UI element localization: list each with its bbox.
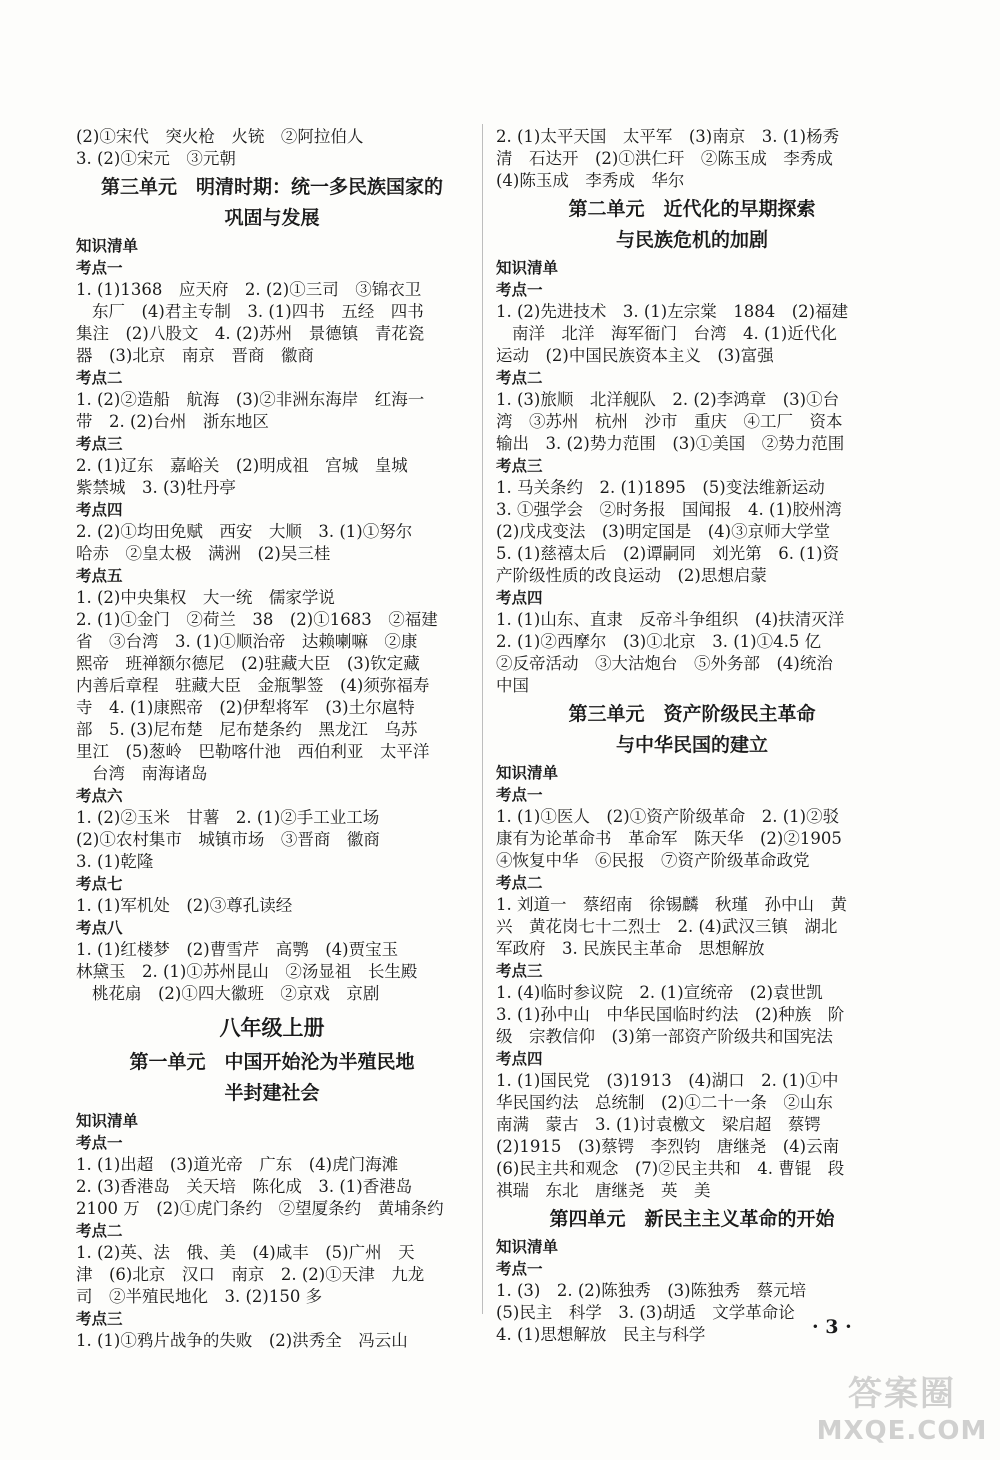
- answer-line: 2. (1)太平天国 太平军 (3)南京 3. (1)杨秀: [496, 127, 840, 146]
- answer-line: 津 (6)北京 汉口 南京 2. (2)①天津 九龙: [76, 1265, 425, 1284]
- answer-line: 1. (1)①鸦片战争的失败 (2)洪秀全 冯云山: [76, 1331, 408, 1350]
- kaodian-heading: 考点三: [76, 435, 123, 453]
- answer-line: 熙帝 班禅额尔德尼 (2)驻藏大臣 (3)钦定藏: [76, 654, 420, 673]
- answer-line: 华民国约法 总统制 (2)①二十一条 ②山东: [496, 1093, 833, 1112]
- answer-line: 祺瑞 东北 唐继尧 英 美: [496, 1181, 711, 1200]
- answer-line: 哈赤 ②皇太极 满洲 (2)吴三桂: [76, 544, 331, 563]
- answer-line: 桃花扇 (2)①四大徽班 ②京戏 京剧: [92, 984, 380, 1003]
- answer-line: 兴 黄花岗七十二烈士 2. (4)武汉三镇 湖北: [496, 917, 838, 936]
- answer-line: 清 石达开 (2)①洪仁玕 ②陈玉成 李秀成: [496, 149, 833, 168]
- answer-line: 运动 (2)中国民族资本主义 (3)富强: [496, 346, 774, 365]
- answer-line: 1. 马关条约 2. (1)1895 (5)变法维新运动: [496, 478, 825, 497]
- kaodian-heading: 考点二: [496, 874, 543, 892]
- kaodian-heading: 考点三: [76, 1310, 123, 1328]
- kaodian-heading: 考点三: [496, 457, 543, 475]
- answer-line: 2. (1)辽东 嘉峪关 (2)明成祖 宫城 皇城: [76, 456, 408, 475]
- answer-line: 3. (1)孙中山 中华民国临时约法 (2)种族 阶: [496, 1005, 845, 1024]
- answer-line: 里江 (5)葱岭 巴勒喀什池 西伯利亚 太平洋: [76, 742, 430, 761]
- left-column: [76, 126, 468, 1352]
- answer-line: (4)陈玉成 李秀成 华尔: [496, 171, 685, 190]
- answer-line: 军政府 3. 民族民主革命 思想解放: [496, 939, 765, 958]
- kaodian-heading: 考点三: [496, 962, 543, 980]
- section-heading: 知识清单: [76, 1112, 139, 1130]
- answer-line: 输出 3. (2)势力范围 (3)①美国 ②势力范围: [496, 434, 845, 453]
- answer-line: 内善后章程 驻藏大臣 金瓶掣签 (4)须弥福寿: [76, 676, 430, 695]
- answer-line: 南洋 北洋 海军衙门 台湾 4. (1)近代化: [512, 324, 837, 343]
- section-heading: 知识清单: [496, 1238, 559, 1256]
- answer-line: 3. (1)乾隆: [76, 852, 154, 871]
- answer-line: 2. (3)香港岛 关天培 陈化成 3. (1)香港岛: [76, 1177, 413, 1196]
- unit-heading: 巩固与发展: [224, 207, 320, 229]
- kaodian-heading: 考点一: [76, 259, 123, 277]
- kaodian-heading: 考点二: [496, 369, 543, 387]
- answer-line: 林黛玉 2. (1)①苏州昆山 ②汤显祖 长生殿: [76, 962, 418, 981]
- answer-line: (2)①宋代 突火枪 火铳 ②阿拉伯人: [76, 127, 364, 146]
- answer-line: (6)民主共和观念 (7)②民主共和 4. 曹锟 段: [496, 1159, 845, 1178]
- answer-line: 1. (1)国民党 (3)1913 (4)湖口 2. (1)①中: [496, 1071, 839, 1090]
- answer-line: 1. (1)1368 应天府 2. (2)①三司 ③锦衣卫: [76, 280, 422, 299]
- answer-line: 2. (1)②西摩尔 (3)①北京 3. (1)①4.5 亿: [496, 632, 822, 651]
- unit-heading: 第一单元 中国开始沦为半殖民地: [129, 1051, 415, 1073]
- answer-line: (2)1915 (3)蔡锷 李烈钧 唐继尧 (4)云南: [496, 1137, 840, 1156]
- kaodian-heading: 考点二: [76, 1222, 123, 1240]
- answer-line: 1. (1)军机处 (2)③尊孔读经: [76, 896, 293, 915]
- kaodian-heading: 考点五: [76, 567, 123, 585]
- answer-line: 1. (2)中央集权 大一统 儒家学说: [76, 588, 335, 607]
- answer-line: ②反帝活动 ③大沽炮台 ⑤外务部 (4)统治: [496, 654, 833, 673]
- answer-line: 1. (3) 2. (2)陈独秀 (3)陈独秀 蔡元培: [496, 1281, 807, 1300]
- answer-line: 带 2. (2)台州 浙东地区: [76, 412, 269, 431]
- answer-line: 1. (3)旅顺 北洋舰队 2. (2)李鸿章 (3)①台: [496, 390, 840, 409]
- kaodian-heading: 考点一: [496, 1260, 543, 1278]
- watermark-url: MXQE.COM: [816, 1416, 988, 1446]
- kaodian-heading: 考点四: [496, 1050, 543, 1068]
- kaodian-heading: 考点一: [496, 786, 543, 804]
- answer-line: 1. (1)①医人 (2)①资产阶级革命 2. (1)②驳: [496, 807, 840, 826]
- kaodian-heading: 考点一: [76, 1134, 123, 1152]
- unit-heading: 第三单元 资产阶级民主革命: [568, 703, 816, 725]
- answer-line: 1. (1)山东、直隶 反帝斗争组织 (4)扶清灭洋: [496, 610, 845, 629]
- answer-line: 2. (2)①均田免赋 西安 大顺 3. (1)①努尔: [76, 522, 413, 541]
- right-column: [496, 126, 888, 1346]
- unit-heading: 第三单元 明清时期：统一多民族国家的: [100, 176, 443, 198]
- answer-line: 2. (1)①金门 ②荷兰 38 (2)①1683 ②福建: [76, 610, 438, 629]
- answer-line: 1. (1)红楼梦 (2)曹雪芹 高鹗 (4)贾宝玉: [76, 940, 399, 959]
- answer-line: 部 5. (3)尼布楚 尼布楚条约 黑龙江 乌苏: [76, 720, 418, 739]
- section-heading: 知识清单: [496, 259, 559, 277]
- section-heading: 知识清单: [76, 237, 139, 255]
- answer-line: 东厂 (4)君主专制 3. (1)四书 五经 四书: [92, 302, 424, 321]
- answer-line: 司 ②半殖民地化 3. (2)150 多: [76, 1287, 323, 1306]
- answer-line: 湾 ③苏州 杭州 沙市 重庆 ④工厂 资本: [496, 412, 843, 431]
- answer-line: (2)戊戌变法 (3)明定国是 (4)③京师大学堂: [496, 522, 831, 541]
- unit-heading: 第二单元 近代化的早期探索: [568, 198, 816, 220]
- answer-line: 台湾 南海诸岛: [92, 764, 208, 783]
- kaodian-heading: 考点六: [76, 787, 123, 805]
- answer-line: (5)民主 科学 3. (3)胡适 文学革命论: [496, 1303, 795, 1322]
- answer-line: 1. (4)临时参议院 2. (1)宣统帝 (2)袁世凯: [496, 983, 823, 1002]
- unit-heading: 与中华民国的建立: [615, 734, 768, 756]
- kaodian-heading: 考点二: [76, 369, 123, 387]
- answer-line: 中国: [496, 676, 529, 695]
- answer-line: 1. (2)②造船 航海 (3)②非洲东海岸 红海一: [76, 390, 425, 409]
- watermark-logo: [812, 1366, 992, 1456]
- kaodian-heading: 考点七: [76, 875, 123, 893]
- answer-line: 集注 (2)八股文 4. (2)苏州 景德镇 青花瓷: [76, 324, 425, 343]
- answer-line: 紫禁城 3. (3)牡丹亭: [76, 478, 236, 497]
- column-divider: [482, 124, 483, 1314]
- answer-line: 5. (1)慈禧太后 (2)谭嗣同 刘光第 6. (1)资: [496, 544, 840, 563]
- answer-line: 寺 4. (1)康熙帝 (2)伊犁将军 (3)土尔扈特: [76, 698, 415, 717]
- page-number: · 3 ·: [812, 1316, 852, 1338]
- answer-line: 南满 蒙古 3. (1)讨袁檄文 梁启超 蔡锷: [496, 1115, 821, 1134]
- grade-heading: 八年级上册: [219, 1016, 325, 1040]
- answer-line: 1. (2)先进技术 3. (1)左宗棠 1884 (2)福建: [496, 302, 849, 321]
- section-heading: 知识清单: [496, 764, 559, 782]
- kaodian-heading: 考点一: [496, 281, 543, 299]
- answer-line: ④恢复中华 ⑥民报 ⑦资产阶级革命政党: [496, 851, 810, 870]
- answer-line: 2100 万 (2)①虎门条约 ②望厦条约 黄埔条约: [76, 1199, 444, 1218]
- answer-line: 1. (2)②玉米 甘薯 2. (1)②手工业工场: [76, 808, 380, 827]
- answer-line: 省 ③台湾 3. (1)①顺治帝 达赖喇嘛 ②康: [76, 632, 418, 651]
- watermark-text: 答案圈: [848, 1374, 956, 1414]
- unit-heading: 与民族危机的加剧: [615, 229, 768, 251]
- unit-heading: 半封建社会: [224, 1082, 320, 1104]
- answer-line: 级 宗教信仰 (3)第一部资产阶级共和国宪法: [496, 1027, 833, 1046]
- kaodian-heading: 考点四: [496, 589, 543, 607]
- answer-line: 1. (2)英、法 俄、美 (4)咸丰 (5)广州 天: [76, 1243, 415, 1262]
- kaodian-heading: 考点八: [76, 919, 123, 937]
- answer-line: 4. (1)思想解放 民主与科学: [496, 1325, 706, 1344]
- answer-line: 产阶级性质的改良运动 (2)思想启蒙: [496, 566, 767, 585]
- answer-line: 1. 刘道一 蔡绍南 徐锡麟 秋瑾 孙中山 黄: [496, 895, 847, 914]
- answer-line: 康有为论革命书 革命军 陈天华 (2)②1905: [496, 829, 842, 848]
- kaodian-heading: 考点四: [76, 501, 123, 519]
- answer-line: 器 (3)北京 南京 晋商 徽商: [76, 346, 314, 365]
- answer-line: 1. (1)出超 (3)道光帝 广东 (4)虎门海滩: [76, 1155, 399, 1174]
- answer-line: 3. ①强学会 ②时务报 国闻报 4. (1)胶州湾: [496, 500, 842, 519]
- answer-line: 3. (2)①宋元 ③元朝: [76, 149, 236, 168]
- answer-line: (2)①农村集市 城镇市场 ③晋商 徽商: [76, 830, 380, 849]
- unit-heading: 第四单元 新民主主义革命的开始: [549, 1208, 835, 1230]
